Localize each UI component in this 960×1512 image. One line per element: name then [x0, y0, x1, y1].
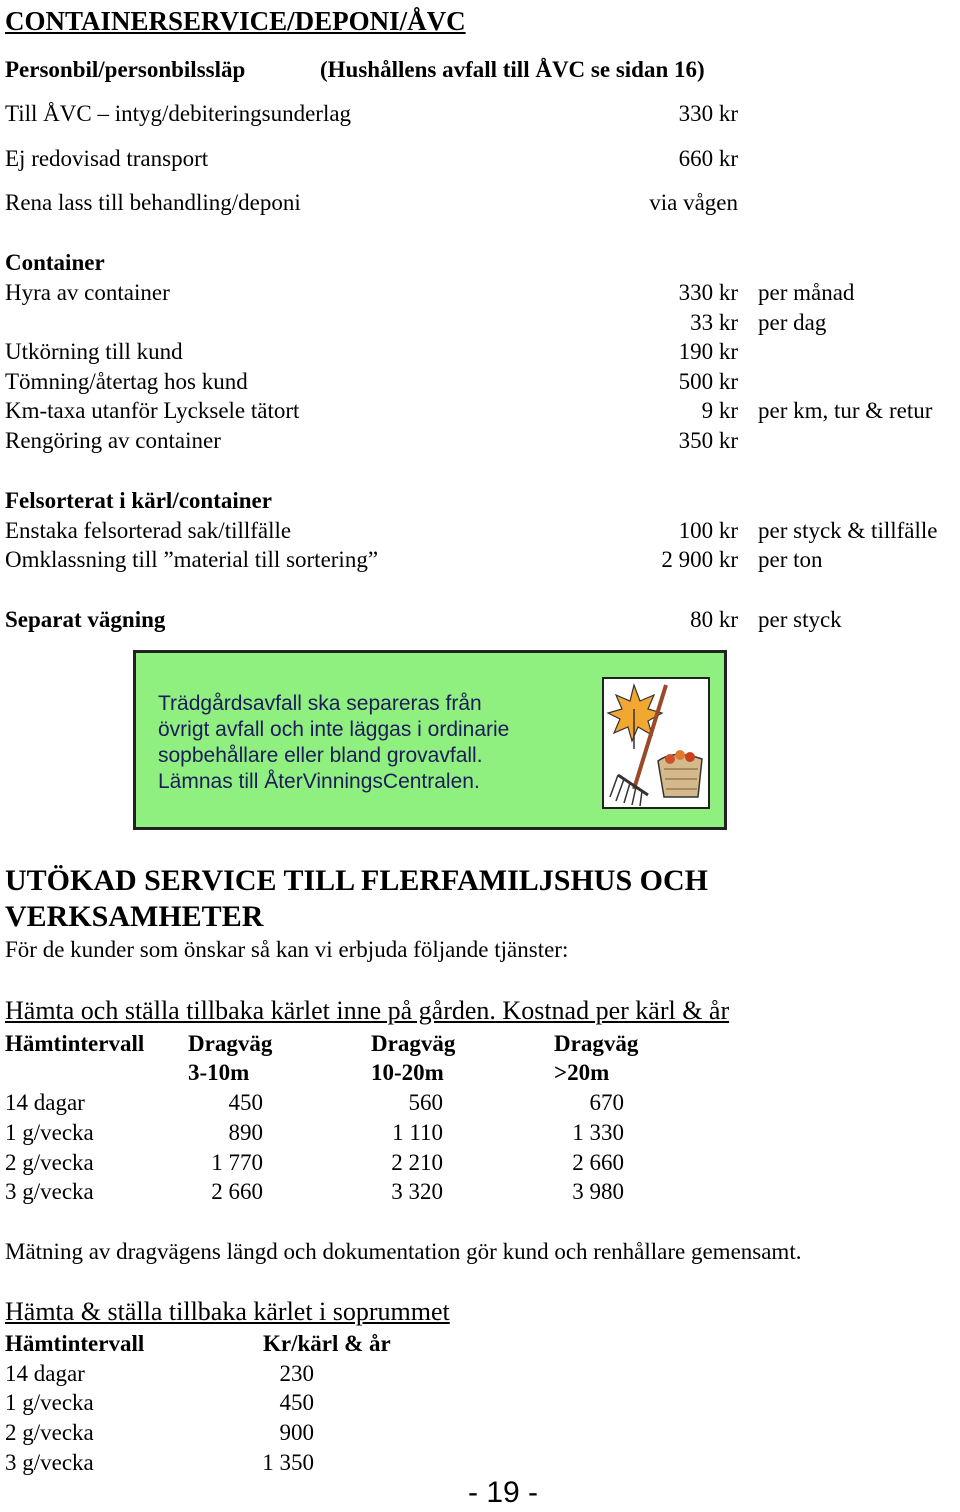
row-label: Tömning/återtag hos kund — [5, 369, 248, 394]
separat-unit: per styck — [758, 607, 842, 632]
table-header: Dragväg — [188, 1031, 273, 1056]
row-label: Km-taxa utanför Lycksele tätort — [5, 398, 300, 423]
table-cell: 1 110 — [392, 1120, 443, 1145]
rake-leaves-icon — [602, 677, 710, 809]
notice-line: sopbehållare eller bland grovavfall. — [158, 744, 483, 767]
row-label: Enstaka felsorterad sak/tillfälle — [5, 518, 292, 543]
table-cell: 2 g/vecka — [5, 1420, 94, 1445]
personbil-note: (Hushållens avfall till ÅVC se sidan 16) — [320, 57, 705, 82]
table-cell: 890 — [228, 1120, 263, 1145]
table-cell: 560 — [408, 1090, 443, 1115]
table-cell: 3 320 — [391, 1179, 443, 1204]
garden-waste-notice — [133, 650, 727, 830]
row-price: 2 900 kr — [661, 547, 738, 572]
row-unit: per dag — [758, 310, 827, 335]
table-cell: 1 350 — [262, 1450, 314, 1475]
row-price: 190 kr — [678, 339, 738, 364]
row-price: 330 kr — [678, 280, 738, 305]
table-cell: 14 dagar — [5, 1090, 85, 1115]
table-cell: 14 dagar — [5, 1361, 85, 1386]
row-label: Till ÅVC – intyg/debiteringsunderlag — [5, 101, 352, 126]
row-label: Rengöring av container — [5, 428, 221, 453]
row-price: 500 kr — [678, 369, 738, 394]
gard-heading — [5, 998, 729, 1024]
table-cell: 1 g/vecka — [5, 1120, 94, 1145]
table-header: Hämtintervall — [5, 1331, 145, 1356]
felsorterat-heading: Felsorterat i kärl/container — [5, 488, 272, 513]
table-cell: 2 g/vecka — [5, 1150, 94, 1175]
row-label: Ej redovisad transport — [5, 146, 209, 171]
table-cell: 1 330 — [572, 1120, 624, 1145]
separat-label: Separat vägning — [5, 607, 166, 632]
table-cell: 3 980 — [572, 1179, 624, 1204]
table-cell: 450 — [279, 1390, 314, 1415]
separat-price: 80 kr — [690, 607, 738, 632]
row-price: via vågen — [649, 190, 738, 215]
row-price: 660 kr — [678, 146, 738, 171]
utokad-heading-2: VERKSAMHETER — [5, 900, 264, 933]
gard-heading-suffix: Kostnad per kärl & år — [502, 996, 730, 1025]
notice-text — [158, 691, 588, 795]
table-cell: 450 — [228, 1090, 263, 1115]
table-cell: 2 660 — [572, 1150, 624, 1175]
row-unit: per styck & tillfälle — [758, 518, 938, 543]
table-subheader: >20m — [554, 1060, 610, 1085]
gard-heading-main: Hämta och ställa tillbaka kärlet inne på gården. — [5, 996, 496, 1025]
utokad-intro: För de kunder som önskar så kan vi erbjuda följande tjänster: — [5, 937, 569, 962]
row-price: 350 kr — [678, 428, 738, 453]
table-cell: 3 g/vecka — [5, 1450, 94, 1475]
row-label: Omklassning till ”material till sortering” — [5, 547, 379, 572]
row-label: Hyra av container — [5, 280, 170, 305]
row-price: 100 kr — [678, 518, 738, 543]
table-cell: 670 — [589, 1090, 624, 1115]
row-unit: per ton — [758, 547, 823, 572]
table-cell: 900 — [279, 1420, 314, 1445]
table-header: Dragväg — [554, 1031, 639, 1056]
row-label: Rena lass till behandling/deponi — [5, 190, 301, 215]
table-subheader: 10-20m — [371, 1060, 444, 1085]
notice-line: Lämnas till ÅterVinningsCentralen. — [158, 770, 480, 793]
table-cell: 1 770 — [211, 1150, 263, 1175]
soprum-heading: Hämta & ställa tillbaka kärlet i soprummet — [5, 1297, 450, 1326]
table-cell: 2 210 — [391, 1150, 443, 1175]
row-unit: per km, tur & retur — [758, 398, 933, 423]
personbil-heading: Personbil/personbilssläp — [5, 57, 246, 82]
row-price: 9 kr — [701, 398, 738, 423]
table-header: Dragväg — [371, 1031, 456, 1056]
notice-line: Trädgårdsavfall ska separeras från — [158, 692, 482, 715]
table-cell: 1 g/vecka — [5, 1390, 94, 1415]
row-price: 33 kr — [690, 310, 738, 335]
page-number: - 19 - — [468, 1476, 539, 1509]
container-heading: Container — [5, 250, 105, 275]
table-subheader: 3-10m — [188, 1060, 250, 1085]
notice-line: övrigt avfall och inte läggas i ordinarie — [158, 718, 510, 741]
table-header: Hämtintervall — [5, 1031, 145, 1056]
row-unit: per månad — [758, 280, 855, 305]
table-cell: 2 660 — [211, 1179, 263, 1204]
table-cell: 230 — [279, 1361, 314, 1386]
gard-footnote: Mätning av dragvägens längd och dokumentation gör kund och renhållare gemensamt. — [5, 1239, 802, 1264]
table-cell: 3 g/vecka — [5, 1179, 94, 1204]
table-header: Kr/kärl & år — [263, 1331, 391, 1356]
page-title: CONTAINERSERVICE/DEPONI/ÅVC — [5, 6, 466, 36]
row-label: Utkörning till kund — [5, 339, 183, 364]
utokad-heading-1: UTÖKAD SERVICE TILL FLERFAMILJSHUS OCH — [5, 864, 708, 897]
row-price: 330 kr — [678, 101, 738, 126]
